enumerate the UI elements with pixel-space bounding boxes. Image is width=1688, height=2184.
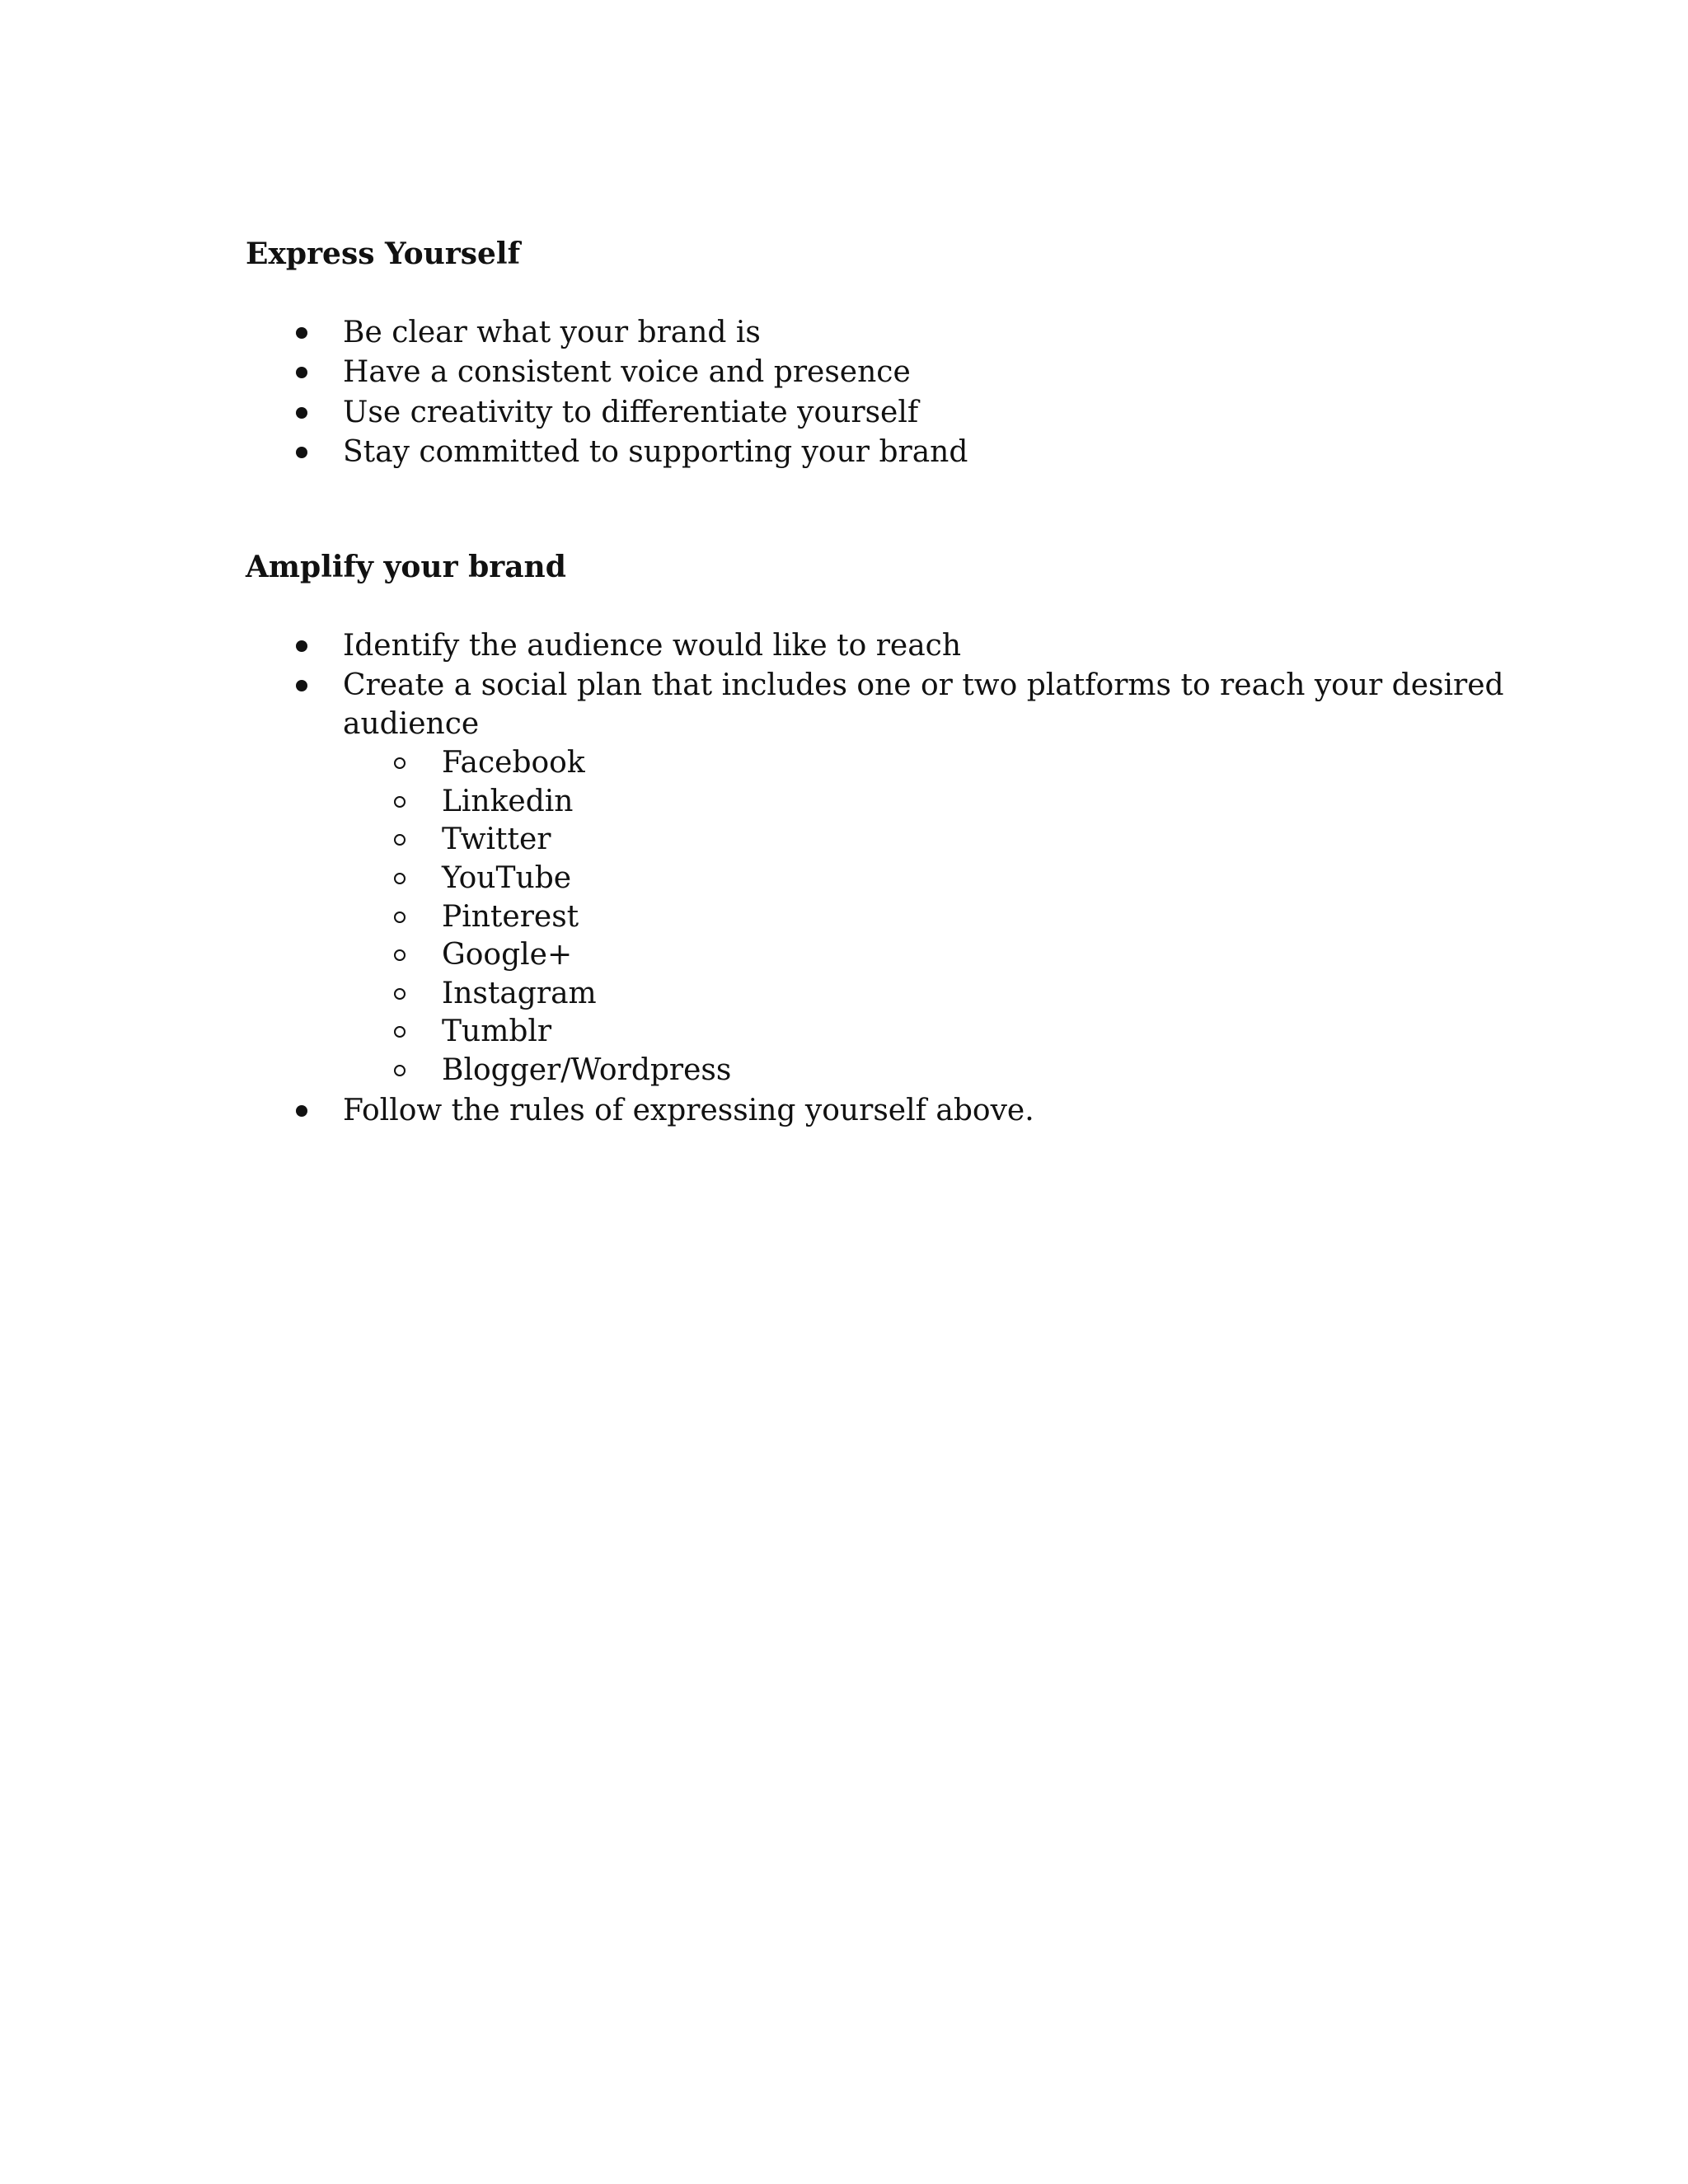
list-item: Follow the rules of expressing yourself above. <box>343 1094 1034 1127</box>
sub-list-item-instagram: Instagram <box>442 977 597 1010</box>
bullet-icon <box>296 680 307 691</box>
list-item: Use creativity to differentiate yourself <box>343 396 919 429</box>
circle-bullet-icon <box>394 1065 406 1076</box>
list-item-line: Create a social plan that includes one or two platforms to reach your desired <box>343 668 1504 702</box>
sub-list-item-google-plus: Google+ <box>442 938 573 972</box>
bullet-icon <box>296 1105 307 1117</box>
sub-list-item-youtube: YouTube <box>442 861 572 895</box>
bullet-icon <box>296 327 307 339</box>
section-heading-express-yourself: Express Yourself <box>246 237 521 271</box>
sub-list-item-tumblr: Tumblr <box>442 1015 552 1048</box>
list-item: Identify the audience would like to reach <box>343 629 962 663</box>
list-item: Stay committed to supporting your brand <box>343 435 968 469</box>
bullet-icon <box>296 407 307 419</box>
sub-list-item-facebook: Facebook <box>442 746 585 780</box>
list-item: Be clear what your brand is <box>343 316 761 349</box>
section-heading-amplify-your-brand: Amplify your brand <box>246 550 566 584</box>
bullet-icon <box>296 447 307 458</box>
circle-bullet-icon <box>394 949 406 961</box>
bullet-icon <box>296 640 307 652</box>
bullet-icon <box>296 367 307 378</box>
circle-bullet-icon <box>394 912 406 923</box>
list-item: Have a consistent voice and presence <box>343 355 911 389</box>
circle-bullet-icon <box>394 796 406 808</box>
circle-bullet-icon <box>394 873 406 884</box>
list-item-line: audience <box>343 707 480 741</box>
circle-bullet-icon <box>394 834 406 846</box>
sub-list-item-pinterest: Pinterest <box>442 900 579 934</box>
circle-bullet-icon <box>394 1026 406 1038</box>
circle-bullet-icon <box>394 988 406 1000</box>
sub-list-item-linkedin: Linkedin <box>442 785 574 818</box>
circle-bullet-icon <box>394 757 406 769</box>
sub-list-item-twitter: Twitter <box>442 823 551 856</box>
sub-list-item-blogger-wordpress: Blogger/Wordpress <box>442 1053 732 1087</box>
